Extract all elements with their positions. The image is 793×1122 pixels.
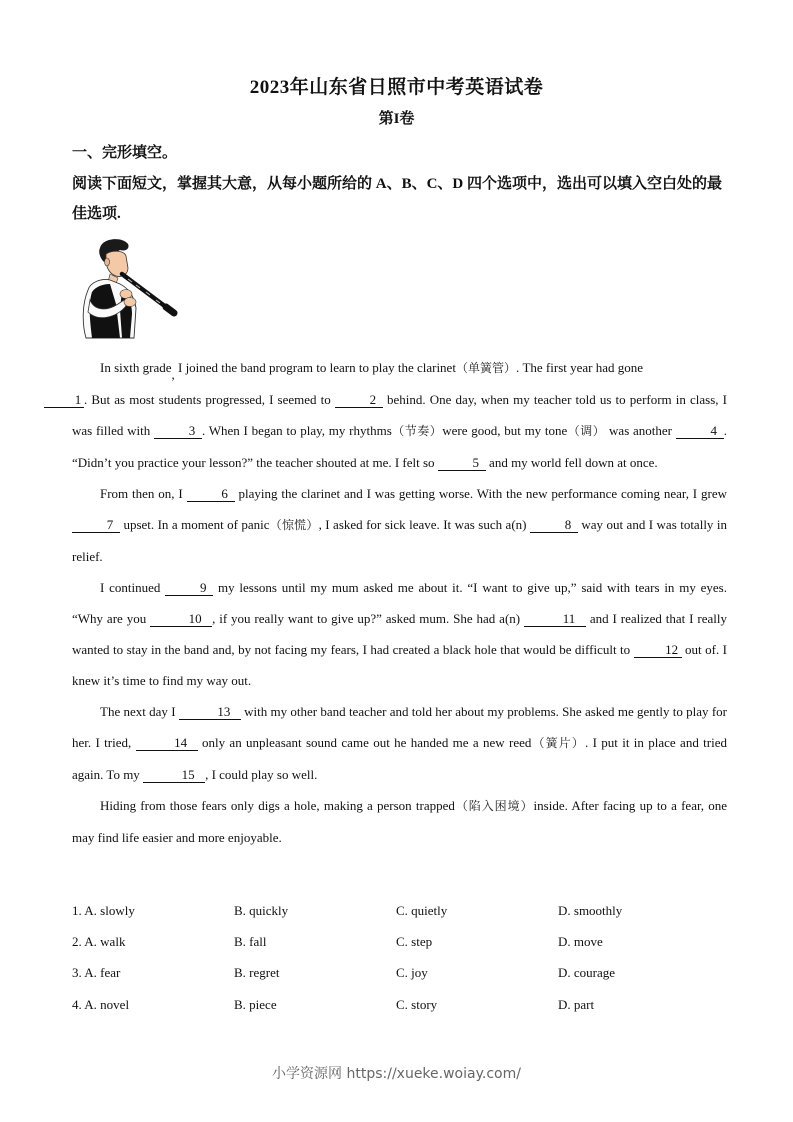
text: . The first year had gone — [515, 360, 644, 375]
text: were good, but my tone — [442, 423, 568, 438]
option-a: 2. A. walk — [72, 933, 126, 949]
blank-3: 3 — [154, 424, 202, 439]
cloze-passage — [72, 352, 727, 853]
text: only an unpleasant sound came out he handed me a new reed — [197, 735, 532, 750]
text: inside. After facing up to a fear, one may find life easier and more enjoyable. — [72, 798, 728, 845]
paragraph-5 — [72, 790, 727, 853]
blank-9: 9 — [165, 581, 213, 596]
question-row-4 — [72, 989, 727, 1020]
paragraph-2 — [72, 478, 727, 572]
blank-7: 7 — [72, 518, 120, 533]
text: , I could play so well. — [205, 767, 318, 782]
question-row-1 — [72, 895, 727, 926]
text: upset. In a moment of panic — [120, 517, 270, 532]
text: out of. I knew it’s time to find my way out. — [72, 642, 727, 688]
blank-8: 8 — [530, 518, 578, 533]
blank-4: 4 — [676, 424, 724, 439]
blank-5: 5 — [438, 456, 486, 471]
blank-2: 2 — [335, 393, 383, 408]
option-d: D. smoothly — [558, 902, 623, 918]
option-b: B. fall — [234, 933, 267, 949]
text: and my world fell down at once. — [485, 455, 658, 470]
text: behind. One day, when my teacher told us to perform in class, I was filled with — [72, 392, 728, 438]
instructions: 阅读下面短文，掌握其大意，从每小题所给的 A、B、C、D 四个选项中，选出可以填入空白处的最佳选项. — [72, 176, 723, 222]
clarinet-player-image — [70, 234, 180, 344]
option-a: 4. A. novel — [72, 996, 130, 1012]
chinese-gloss: （节奏） — [391, 424, 443, 438]
option-d: D. part — [558, 996, 595, 1012]
text: I joined the band program to learn to play the clarinet — [174, 360, 456, 375]
question-row-3 — [72, 958, 727, 989]
text: with my other band teacher and told her about my problems. She asked me gently to play for her. I tried, — [72, 704, 727, 750]
chinese-gloss: （陷入困境） — [454, 799, 534, 813]
text: playing the clarinet and I was getting worse. With the new performance coming near, I grew — [234, 486, 727, 501]
blank-13: 13 — [179, 705, 241, 720]
clarinet-player-icon — [70, 234, 180, 344]
option-d: D. courage — [558, 965, 616, 981]
blank-10: 10 — [150, 612, 212, 627]
text: In sixth grade — [100, 360, 172, 375]
blank-15: 15 — [143, 768, 205, 783]
option-c: C. quietly — [396, 902, 448, 918]
text: The next day I — [100, 704, 179, 719]
chinese-gloss: （调） — [567, 424, 606, 438]
paragraph-3 — [72, 572, 727, 696]
text: was another — [605, 423, 676, 438]
text: , — [171, 367, 175, 382]
text: way out and I was totally in relief. — [72, 517, 727, 564]
text: Hiding from those fears only digs a hole, making a person trapped — [100, 798, 455, 813]
option-c: C. story — [396, 996, 438, 1012]
text: , I asked for sick leave. It was such a(n) — [318, 517, 530, 532]
chinese-gloss: （惊慌） — [269, 518, 319, 532]
section-heading: 一、完形填空。 — [72, 145, 178, 161]
volume-label: 第I卷 — [378, 111, 415, 127]
blank-6: 6 — [187, 487, 235, 502]
chinese-gloss: （单簧管） — [455, 361, 516, 375]
question-row-2 — [72, 926, 727, 957]
text: I continued — [100, 580, 166, 595]
chinese-gloss: （簧片） — [531, 736, 585, 750]
option-b: B. piece — [234, 996, 277, 1012]
text: . When I began to play, my rhythms — [202, 423, 392, 438]
option-a: 1. A. slowly — [72, 902, 135, 918]
blank-11: 11 — [524, 612, 586, 627]
text: . But as most students progressed, I seemed to — [84, 392, 335, 407]
option-b: B. quickly — [234, 902, 289, 918]
option-b: B. regret — [234, 965, 280, 981]
option-c: C. step — [396, 933, 433, 949]
blank-12: 12 — [634, 643, 682, 658]
option-a: 3. A. fear — [72, 965, 121, 981]
option-c: C. joy — [396, 965, 428, 981]
answer-options — [72, 895, 727, 1020]
text: my lessons until my mum asked me about it. “I want to give up,” said with tears in my eyes. “Why are you — [72, 580, 727, 626]
blank-14: 14 — [136, 736, 198, 751]
text: and I realized that I really wanted to stay in the band and, by not facing my fears, I had created a black hole that would be difficult to — [72, 611, 727, 657]
text: , if you really want to give up?” asked mum. She had a(n) — [212, 611, 524, 626]
paragraph-1 — [72, 352, 727, 478]
option-d: D. move — [558, 933, 603, 949]
text: . “Didn’t you practice your lesson?” the teacher shouted at me. I felt so — [72, 423, 727, 470]
paragraph-4 — [72, 696, 727, 790]
text: . I put it in place and tried again. To my — [72, 735, 727, 782]
watermark-footer: 小学资源网 https://xueke.woiay.com/ — [272, 1066, 521, 1082]
page-title: 2023年山东省日照市中考英语试卷 — [249, 77, 544, 98]
text: From then on, I — [100, 486, 187, 501]
blank-1: 1 — [44, 393, 84, 408]
